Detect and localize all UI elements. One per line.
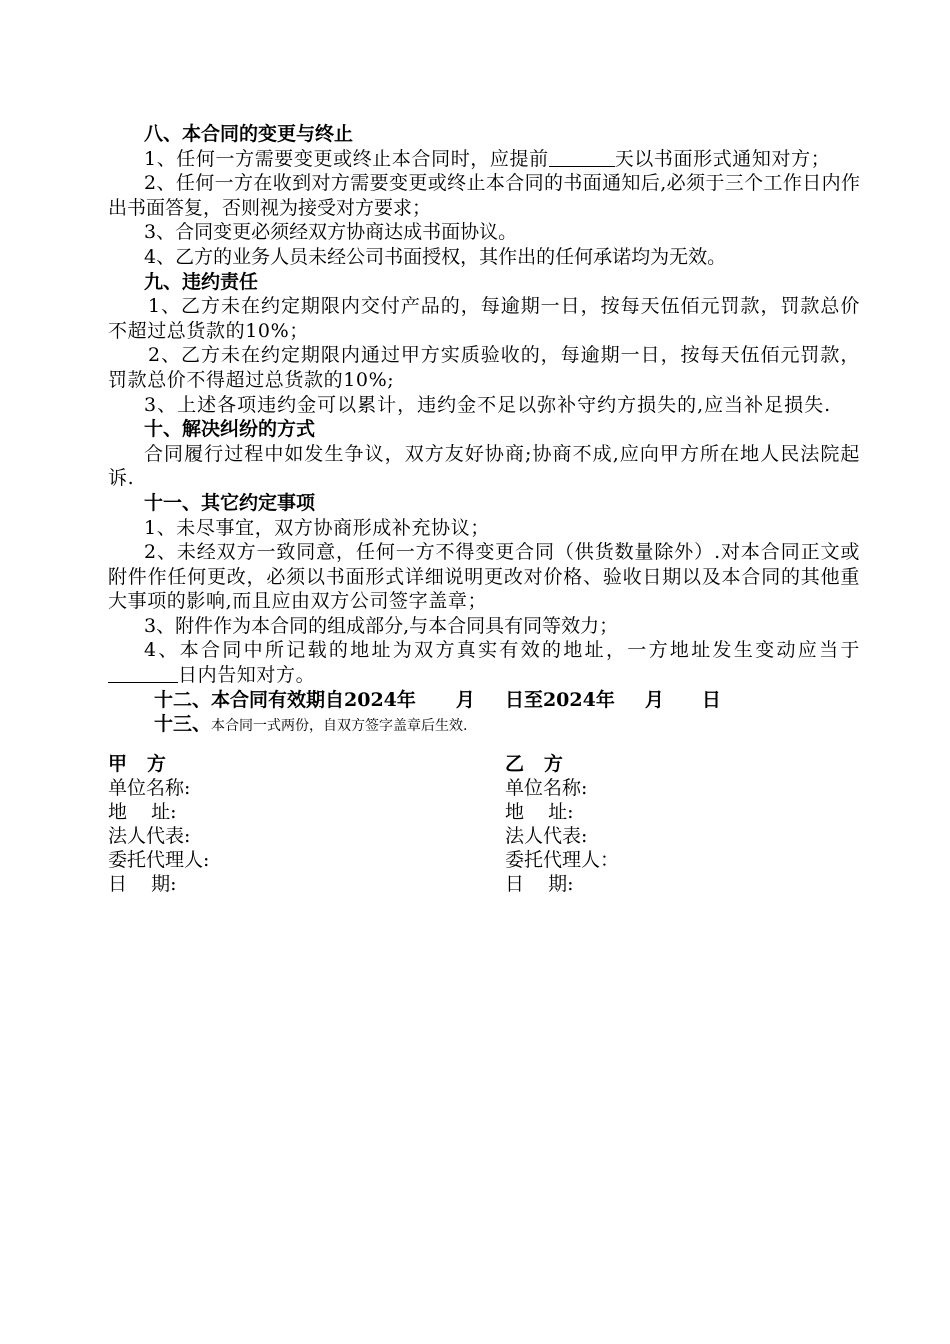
section8-heading: 八、本合同的变更与终止 bbox=[144, 123, 354, 145]
section9-item3: 3、上述各项违约金可以累计，违约金不足以弥补守约方损失的,应当补足损失. bbox=[144, 393, 832, 416]
days-blank bbox=[549, 148, 615, 167]
party-b-title: 乙 方 bbox=[505, 753, 563, 775]
party-b-date-label: 日 期: bbox=[505, 873, 574, 895]
section9-item2: 2、乙方未在约定期限内通过甲方实质验收的，每逾期一日，按每天伍佰元罚款，罚款总价不得超过总货款的10%; bbox=[108, 344, 860, 391]
party-a-legal-rep-label: 法人代表: bbox=[108, 825, 191, 847]
section12-validity: 十二、本合同有效期自2024年 月 日至2024年 月 日 bbox=[154, 688, 721, 711]
section8-item4: 4、乙方的业务人员未经公司书面授权，其作出的任何承诺均为无效。 bbox=[144, 245, 727, 268]
party-a-column bbox=[108, 752, 209, 896]
section8-item3: 3、合同变更必须经双方协商达成书面协议。 bbox=[144, 221, 518, 244]
party-b-agent-label: 委托代理人： bbox=[505, 849, 620, 871]
section9-heading: 九、违约责任 bbox=[144, 270, 259, 293]
party-a-title: 甲 方 bbox=[108, 753, 166, 775]
party-a-unit-label: 单位名称: bbox=[108, 777, 191, 799]
party-a-date-label: 日 期: bbox=[108, 873, 177, 895]
party-a-agent-label: 委托代理人: bbox=[108, 849, 210, 871]
notice-days-blank bbox=[108, 664, 178, 683]
section13-copies: 十三、本合同一式两份，自双方签字盖章后生效. bbox=[154, 713, 468, 736]
party-b-address-label: 地 址: bbox=[505, 801, 574, 823]
section8-item1: 1、任何一方需要变更或终止本合同时，应提前 天以书面形式通知对方； bbox=[144, 147, 831, 170]
party-b-column bbox=[505, 752, 619, 896]
contract-body bbox=[108, 122, 860, 739]
section10-heading: 十、解决纠纷的方式 bbox=[144, 418, 316, 441]
party-b-unit-label: 单位名称: bbox=[505, 777, 588, 799]
section11-heading: 十一、其它约定事项 bbox=[144, 491, 316, 514]
section9-item1: 1、乙方未在约定期限内交付产品的，每逾期一日，按每天伍佰元罚款，罚款总价不超过总货款的10%； bbox=[108, 295, 860, 342]
party-a-address-label: 地 址: bbox=[108, 801, 177, 823]
section10-text: 合同履行过程中如发生争议，双方友好协商;协商不成,应向甲方所在地人民法院起诉. bbox=[108, 442, 860, 490]
section11-item4: 4、本合同中所记载的地址为双方真实有效的地址，一方地址发生变动应当于日内告知对方。 bbox=[108, 638, 860, 687]
section8-item2: 2、任何一方在收到对方需要变更或终止本合同的书面通知后,必须于三个工作日内作出书面答复，否则视为接受对方要求； bbox=[108, 172, 860, 219]
party-b-legal-rep-label: 法人代表: bbox=[505, 825, 588, 847]
section11-item3: 3、附件作为本合同的组成部分,与本合同具有同等效力； bbox=[144, 614, 619, 637]
section11-item2: 2、未经双方一致同意，任何一方不得变更合同（供货数量除外）.对本合同正文或附件作任何更改，必须以书面形式详细说明更改对价格、验收日期以及本合同的其他重大事项的影响,而且应由双方公司签字盖章； bbox=[108, 541, 860, 613]
section11-item1: 1、未尽事宜，双方协商形成补充协议； bbox=[144, 516, 490, 539]
